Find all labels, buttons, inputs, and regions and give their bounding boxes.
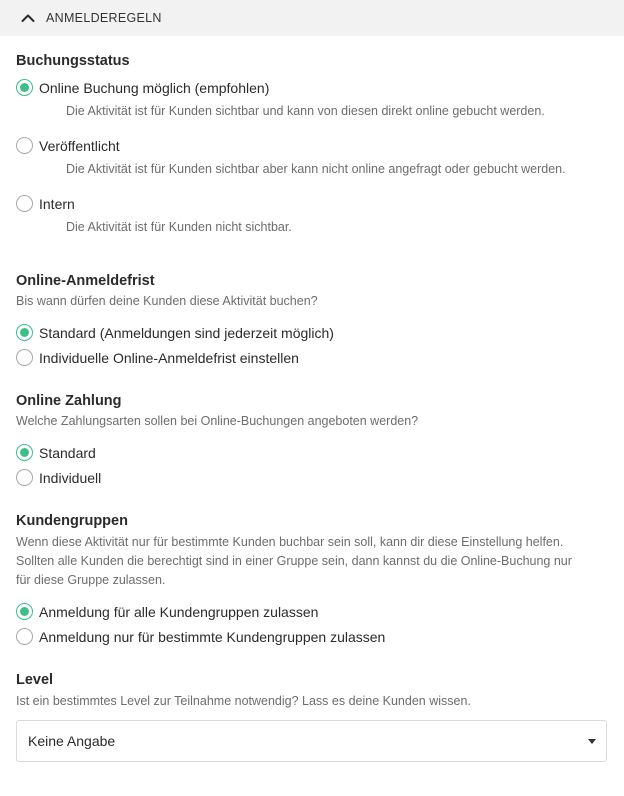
radio-groups-specific[interactable]	[16, 624, 607, 649]
radio-published[interactable]	[16, 133, 607, 158]
radio-groups-all-label: Anmeldung für alle Kundengruppen zulassen	[39, 603, 319, 620]
online-payment-subtitle: Welche Zahlungsarten sollen bei Online-Buchungen angeboten werden?	[16, 414, 419, 428]
radio-payment-standard-label: Standard	[39, 444, 96, 461]
radio-payment-standard-indicator[interactable]	[16, 444, 33, 461]
radio-deadline-individual-label: Individuelle Online-Anmeldefrist einstellen	[39, 349, 299, 366]
booking-status-title: Buchungsstatus	[16, 53, 130, 69]
radio-internal-description: Die Aktivität ist für Kunden nicht sichtbar.	[66, 220, 292, 234]
section-header-title: ANMELDEREGELN	[46, 11, 162, 25]
radio-groups-specific-label: Anmeldung nur für bestimmte Kundengruppen zulassen	[39, 628, 386, 645]
radio-online-booking-label: Online Buchung möglich (empfohlen)	[39, 79, 270, 96]
radio-deadline-individual-indicator[interactable]	[16, 349, 33, 366]
radio-internal[interactable]	[16, 191, 607, 216]
online-deadline-title: Online-Anmeldefrist	[16, 273, 155, 289]
section-header-anmelderegeln[interactable]	[0, 0, 624, 36]
level-select[interactable]	[16, 720, 607, 762]
customer-groups-title: Kundengruppen	[16, 513, 128, 529]
radio-payment-individual[interactable]	[16, 465, 607, 490]
online-payment-title: Online Zahlung	[16, 393, 122, 409]
level-title: Level	[16, 672, 54, 688]
level-subtitle: Ist ein bestimmtes Level zur Teilnahme notwendig? Lass es deine Kunden wissen.	[16, 694, 471, 708]
radio-deadline-standard-label: Standard (Anmeldungen sind jederzeit möglich)	[39, 324, 334, 341]
radio-deadline-standard[interactable]	[16, 320, 607, 345]
chevron-up-icon	[20, 10, 36, 26]
radio-published-indicator[interactable]	[16, 137, 33, 154]
radio-payment-individual-indicator[interactable]	[16, 469, 33, 486]
radio-payment-standard[interactable]	[16, 440, 607, 465]
radio-published-label: Veröffentlicht	[39, 137, 120, 154]
customer-groups-subtitle-line-3: für diese Gruppe zulassen.	[16, 573, 166, 587]
customer-groups-subtitle-line-2: Sollten alle Kunden die berechtigt sind in einer Gruppe sein, dann kannst du die Online-Buchung nur	[16, 554, 572, 568]
caret-down-icon	[588, 739, 596, 744]
online-deadline-subtitle: Bis wann dürfen deine Kunden diese Aktivität buchen?	[16, 294, 318, 308]
rules-form	[0, 53, 624, 762]
radio-online-booking-description: Die Aktivität ist für Kunden sichtbar und kann von diesen direkt online gebucht werden.	[66, 104, 545, 118]
radio-deadline-individual[interactable]	[16, 345, 607, 370]
radio-groups-specific-indicator[interactable]	[16, 628, 33, 645]
radio-published-description: Die Aktivität ist für Kunden sichtbar aber kann nicht online angefragt oder gebucht werden.	[66, 162, 566, 176]
level-select-value: Keine Angabe	[28, 733, 116, 749]
radio-online-booking[interactable]	[16, 75, 607, 100]
radio-internal-indicator[interactable]	[16, 195, 33, 212]
radio-internal-label: Intern	[39, 195, 75, 212]
radio-groups-all-indicator[interactable]	[16, 603, 33, 620]
radio-groups-all[interactable]	[16, 599, 607, 624]
customer-groups-subtitle-line-1: Wenn diese Aktivität nur für bestimmte Kunden buchbar sein soll, kann dir diese Einstellung helfen.	[16, 535, 564, 549]
radio-deadline-standard-indicator[interactable]	[16, 324, 33, 341]
radio-online-booking-indicator[interactable]	[16, 79, 33, 96]
radio-payment-individual-label: Individuell	[39, 469, 102, 486]
